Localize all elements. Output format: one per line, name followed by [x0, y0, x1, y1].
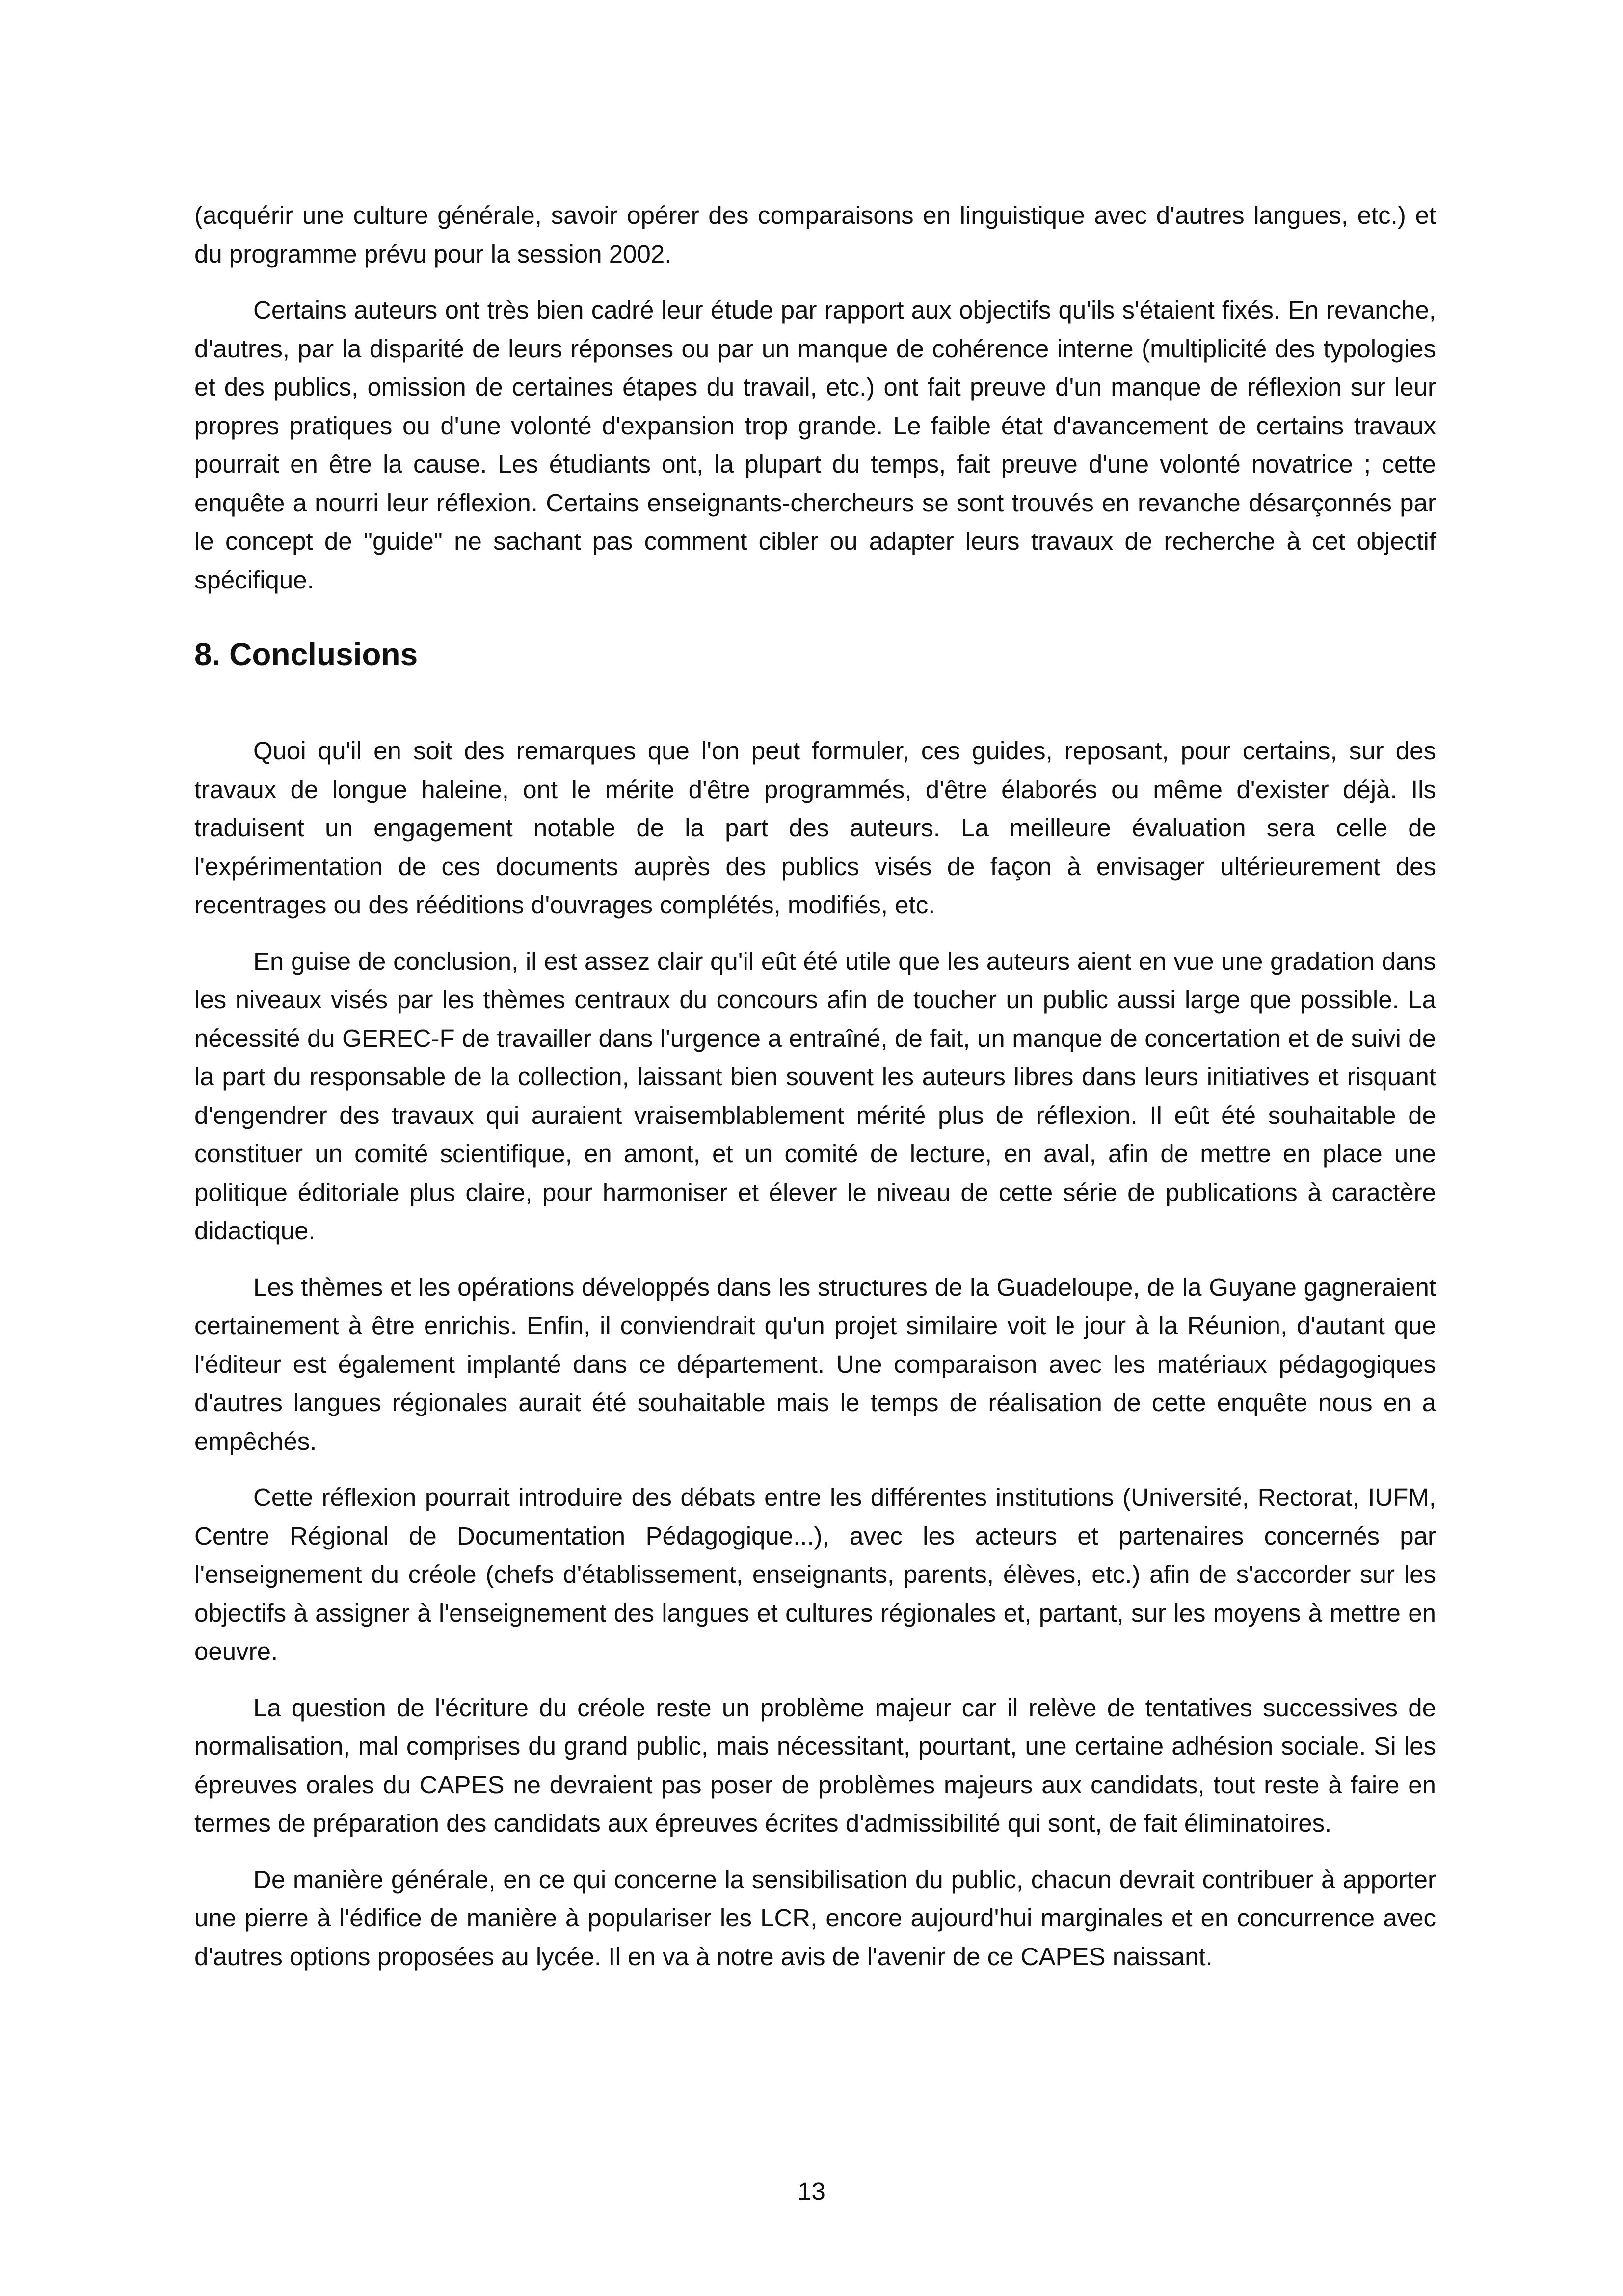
paragraph: Quoi qu'il en soit des remarques que l'on peut formuler, ces guides, reposant, pour certains, sur des travaux de longue haleine, ont le mérite d'être programmés, d'être élaborés ou même d'exister déjà. Ils traduisent un engagement notable de la part des auteurs. La meilleure évaluation sera celle de l'expérimentation de ces documents auprès des publics visés de façon à envisager ultérieurement des recentrages ou des rééditions d'ouvrages complétés, modifiés, etc.: [194, 737, 1436, 919]
page-number: 13: [798, 2177, 825, 2205]
section-heading: 8. Conclusions: [194, 637, 418, 672]
page-content: [194, 196, 1436, 1994]
paragraph: Les thèmes et les opérations développés dans les structures de la Guadeloupe, de la Guyane gagneraient certainement à être enrichis. Enfin, il conviendrait qu'un projet similaire voit le jour à la Réunion, d'autant que l'éditeur est également implanté dans ce département. Une comparaison avec les matériaux pédagogiques d'autres langues régionales aurait été souhaitable mais le temps de réalisation de cette enquête nous en a empêchés.: [194, 1273, 1436, 1455]
paragraph: Cette réflexion pourrait introduire des débats entre les différentes institutions (Université, Rectorat, IUFM, Centre Régional de Documentation Pédagogique...), avec les acteurs et partenaires concernés par l'enseignement du créole (chefs d'établissement, enseignants, parents, élèves, etc.) afin de s'accorder sur les objectifs à assigner à l'enseignement des langues et cultures régionales et, partant, sur les moyens à mettre en oeuvre.: [194, 1483, 1436, 1665]
paragraph: La question de l'écriture du créole reste un problème majeur car il relève de tentatives successives de normalisation, mal comprises du grand public, mais nécessitant, pourtant, une certaine adhésion sociale. Si les épreuves orales du CAPES ne devraient pas poser de problèmes majeurs aux candidats, tout reste à faire en termes de préparation des candidats aux épreuves écrites d'admissibilité qui sont, de fait éliminatoires.: [194, 1693, 1436, 1837]
paragraph: Certains auteurs ont très bien cadré leur étude par rapport aux objectifs qu'ils s'étaient fixés. En revanche, d'autres, par la disparité de leurs réponses ou par un manque de cohérence interne (multiplicité des typologies et des publics, omission de certaines étapes du travail, etc.) ont fait preuve d'un manque de réflexion sur leur propres pratiques ou d'une volonté d'expansion trop grande. Le faible état d'avancement de certains travaux pourrait en être la cause. Les étudiants ont, la plupart du temps, fait preuve d'une volonté novatrice ; cette enquête a nourri leur réflexion. Certains enseignants-chercheurs se sont trouvés en revanche désarçonnés par le concept de "guide" ne sachant pas comment cibler ou adapter leurs travaux de recherche à cet objectif spécifique.: [194, 296, 1436, 594]
paragraph: En guise de conclusion, il est assez clair qu'il eût été utile que les auteurs aient en vue une gradation dans les niveaux visés par les thèmes centraux du concours afin de toucher un public aussi large que possible. La nécessité du GEREC-F de travailler dans l'urgence a entraîné, de fait, un manque de concertation et de suivi de la part du responsable de la collection, laissant bien souvent les auteurs libres dans leurs initiatives et risquant d'engendrer des travaux qui auraient vraisemblablement mérité plus de réflexion. Il eût été souhaitable de constituer un comité scientifique, en amont, et un comité de lecture, en aval, afin de mettre en place une politique éditoriale plus claire, pour harmoniser et élever le niveau de cette série de publications à caractère didactique.: [194, 947, 1436, 1245]
paragraph-continuation: (acquérir une culture générale, savoir opérer des comparaisons en linguistique avec d'autres langues, etc.) et du programme prévu pour la session 2002.: [194, 201, 1436, 268]
paragraph: De manière générale, en ce qui concerne la sensibilisation du public, chacun devrait contribuer à apporter une pierre à l'édifice de manière à populariser les LCR, encore aujourd'hui marginales et en concurrence avec d'autres options proposées au lycée. Il en va à notre avis de l'avenir de ce CAPES naissant.: [194, 1865, 1436, 1971]
